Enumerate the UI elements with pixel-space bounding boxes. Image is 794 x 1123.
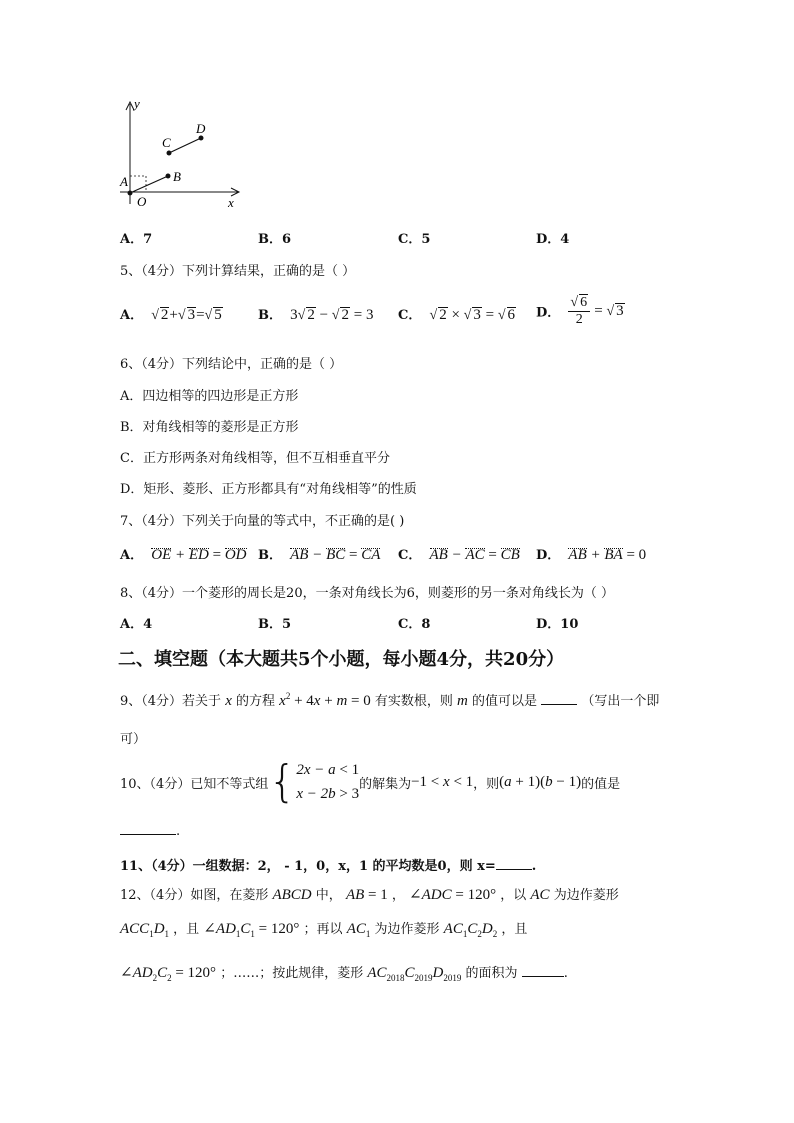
section-title: 二、填空题（本大题共5个小题，每小题4分，共20分） xyxy=(118,649,565,670)
q5-option-c: C． √ 2 × √ 3 = √ 6 xyxy=(398,307,515,323)
q5-option-b: B． 3√ 2 − √ 2 = 3 xyxy=(258,307,374,323)
label-c: C xyxy=(162,135,171,150)
label-x: x xyxy=(228,195,234,210)
q5-label-b: B． xyxy=(258,308,282,323)
q6-stem: 6、（4分）下列结论中，正确的是（ ） xyxy=(120,357,343,372)
q9-line2: 可） xyxy=(120,732,147,747)
q8-option-d: D．10 xyxy=(536,617,579,632)
q6-option-d: D．矩形、菱形、正方形都具有“对角线相等”的性质 xyxy=(120,482,417,497)
q5-stem: 5、（4分）下列计算结果，正确的是（ ） xyxy=(120,264,356,279)
q6-option-a: A．四边相等的四边形是正方形 xyxy=(120,389,299,404)
q7-option-a: A． OE + ED = OD xyxy=(120,547,247,563)
q8-option-b: B．5 xyxy=(258,617,292,632)
q9-answer-blank xyxy=(541,692,577,705)
q9-line1: 9、（4分）若关于 x 的方程 $x^2 + 4x + m = 0$ 有实数根，则 m 的值可以是 （写出一个即 xyxy=(120,691,660,709)
label-y: y xyxy=(134,96,140,111)
q4-option-d: D．4 xyxy=(536,232,570,247)
q5-label-c: C． xyxy=(398,308,422,323)
q7-option-b: B． AB − BC = CA xyxy=(258,547,381,563)
q11-line: 11、（4分）一组数据：2， - 1，0，x，1 的平均数是0，则 x= . xyxy=(120,859,537,874)
label-o: O xyxy=(137,194,147,209)
q6-option-b: B．对角线相等的菱形是正方形 xyxy=(120,420,299,435)
point-c xyxy=(167,151,172,156)
q8-option-c: C．8 xyxy=(398,617,431,632)
q12-line1: 12、（4分）如图，在菱形 ABCD 中， AB = 1 ， ∠ADC = 120° ，以 AC 为边作菱形 xyxy=(120,887,619,903)
label-b: B xyxy=(173,169,181,184)
q7-label-d: D． xyxy=(536,548,561,563)
q6-option-c: C．正方形两条对角线相等，但不互相垂直平分 xyxy=(120,451,390,466)
point-d xyxy=(199,136,204,141)
q4-option-a: A．7 xyxy=(120,232,153,247)
q4-option-b: B．6 xyxy=(258,232,292,247)
q12-answer-blank xyxy=(522,964,564,977)
q5-option-a: A． √ 2+√ 3=√ 5 xyxy=(120,307,222,323)
q12-line2: $ACC_1D_1$ ，且 $\angle AD_1C_1 = 120^\circ$ ；再以 $AC_1$ 为边作菱形 $AC_1C_2D_2$ ，且 xyxy=(120,921,528,939)
q8-stem: 8、（4分）一个菱形的周长是20，一条对角线长为6，则菱形的另一条对角线长为（ ） xyxy=(120,586,614,601)
segment-ab xyxy=(130,176,168,193)
q5-label-d: D． xyxy=(536,305,561,321)
q7-label-b: B． xyxy=(258,548,282,563)
q12-line3: $\angle AD_2C_2 = 120^\circ$ ；……；按此规律，菱形 $AC_{2018}C_{2019}D_{2019}$ 的面积为 . xyxy=(120,965,568,983)
q5-label-a: A． xyxy=(120,308,144,323)
q10-answer-blank xyxy=(120,822,176,835)
q7-label-c: C． xyxy=(398,548,422,563)
q10-line2: . xyxy=(120,822,180,839)
q8-option-a: A．4 xyxy=(120,617,153,632)
q10-line1: 10、（4分）已知不等式组 { 2x − a < 1 x − 2b > 3 的解集为 −1 < x < 1 ，则 (a + 1)(b − 1) 的值是 xyxy=(120,756,621,807)
label-a: A xyxy=(120,174,128,189)
q7-label-a: A． xyxy=(120,548,144,563)
q11-answer-blank xyxy=(496,857,532,870)
q7-stem: 7、（4分）下列关于向量的等式中，不正确的是( ) xyxy=(120,514,405,529)
point-a xyxy=(128,191,133,196)
q5-option-d: D． $\frac{√ 6}{2}$ = √ 3 xyxy=(536,295,624,327)
point-b xyxy=(166,174,171,179)
q4-option-c: C．5 xyxy=(398,232,431,247)
system-brace: { xyxy=(268,756,297,807)
label-d: D xyxy=(196,121,206,136)
segment-cd xyxy=(169,138,201,153)
q7-option-d: D． AB + BA = 0 xyxy=(536,547,647,563)
q7-option-c: C． AB − AC = CB xyxy=(398,547,520,563)
coordinate-figure xyxy=(112,92,252,214)
